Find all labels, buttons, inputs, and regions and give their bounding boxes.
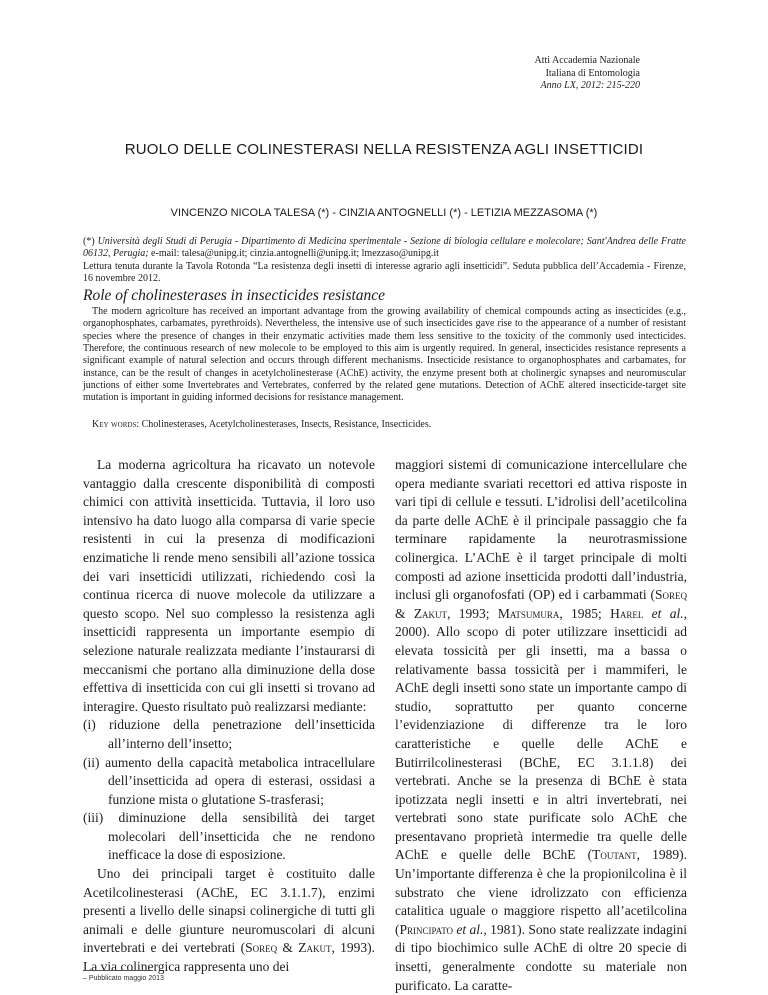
affiliation-institution: Università degli Studi di Perugia - Dipartimento di Medicina sperimentale - Sezione di biologia cellulare e molecolare; Sant'Andrea delle Fratte 06132, Perugia; <box>83 236 686 260</box>
affiliation <box>83 236 686 261</box>
intro-paragraph: La moderna agricoltura ha ricavato un notevole vantaggio dalla crescente disponibilità di composti chimici con attività insetticida. Tuttavia, il loro uso intensivo ha dato luogo alla comparsa di varie specie resistenti in cui la presenza di modificazioni enzimatiche li rende meno sensibili all’azione tossica dei vari insetticidi utilizzati, richiedendo così la continua ricerca di nuove molecole da utilizzare a questo scopo. Nel suo complesso la resistenza agli insetticidi rappresenta un importante esempio di selezione naturale realizzata mediante l’instaurarsi di meccanismi che portano alla diminuzione della dose effettiva di insetticida con cui gli insetti si trovano ad interagire. Questo risultato può realizzarsi mediante: <box>83 457 375 714</box>
mechanism-list-item: (ii) aumento della capacità metabolica intracellulare dell’insetticida ad opera di esterasi, ossidasi a funzione mista o glutatione S-trasferasi; <box>83 754 375 807</box>
continued-paragraph <box>395 456 687 995</box>
author-list: VINCENZO NICOLA TALESA (*) - CINZIA ANTOGNELLI (*) - LETIZIA MEZZASOMA (*) <box>170 207 598 219</box>
citation: Harel <box>610 605 644 621</box>
citation: Toutant <box>592 847 637 863</box>
body-text: , 1985; <box>559 605 611 621</box>
body-text: , 1989). Un’importante differenza è che la propionilcolina è il substrato che viene idrolizzato con efficienza catalitica uguale o maggiore rispetto all’acetilcolina ( <box>395 847 687 937</box>
publication-footnote: – Pubblicato maggio 2013 <box>83 975 164 982</box>
abstract-text: The modern agricolture has received an important advantage from the growing availability of chemical compounds acting as insecticides (e.g., organophosphates, carbamates, pyrethroids). Nevertheless, the intensive use of such insecticides gave rise to the appearance of a number of resistant species where the presence of changes in their enzymatic activities made them less sensitive to the toxicity of the commonly used intecticides. Therefore, the continuous research of new molecole to be employed to this aim is urgently required. In general, insecticides resistance represents a significant example of natural selection and occurs through different mechanisms. Insecticide resistance to organophosphates and carbamates, for instance, can be the result of changes in acetylcholinesterase (AChE) activity, the enzyme present both at cholinergic synapses and neuromuscular junctions of either some Invertebrates and Vertebrates, conferred by the related gene mutations. Detection of AChE altered insecticide-target site mutation is important in guiding informed decisions for resistance management. <box>83 306 686 404</box>
body-column-right <box>395 456 687 995</box>
citation: Principato <box>399 921 454 937</box>
citation-etal: et al. <box>453 921 484 937</box>
body-text: , 1993). La via colinergica rappresenta uno dei <box>83 940 375 975</box>
journal-header <box>440 55 640 93</box>
citation: Soreq & Zakut <box>245 940 332 956</box>
citation: Soreq & Zakut <box>395 587 687 621</box>
mechanism-list-item: (i) riduzione della penetrazione dell’insetticida all’interno dell’insetto; <box>83 717 375 751</box>
journal-name-line2: Italiana di Entomologia <box>545 67 640 79</box>
body-text: , 1981). Sono state realizzate indagini di tipo biochimico sulle AChE di oltre 20 specie di insetti, generalmente condotte su materiale non purificato. La caratte- <box>395 921 688 993</box>
target-paragraph <box>83 865 375 977</box>
body-text: , 1993; <box>447 605 498 621</box>
journal-name-line1: Atti Accademia Nazionale <box>534 55 640 66</box>
lecture-note: Lettura tenuta durante la Tavola Rotonda “La resistenza degli insetti di interesse agrario agli insetticidi”. Seduta pubblica dell’Accademia - Firenze, 16 novembre 2012. <box>83 260 686 285</box>
journal-volume-pages: Anno LX, 2012: 215-220 <box>540 80 640 91</box>
keywords <box>92 419 431 430</box>
mechanism-list-item: (iii) diminuzione della sensibilità dei target molecolari dell’insetticida che ne rendono inefficace la dose di esposizione. <box>83 810 375 863</box>
keywords-list: Cholinesterases, Acetylcholinesterases, Insects, Resistance, Insecticides. <box>139 419 432 430</box>
affiliation-marker: (*) <box>83 236 98 247</box>
body-text: maggiori sistemi di comunicazione intercellulare che opera mediante svariati recettori ed attiva risposte in vari tipi di cellule e tessuti. L’idrolisi dell’acetilcolina da parte delle AChE è il principale passaggio che fa terminare rapidamente la neurotrasmissione colinergica. L’AChE è il target principale di molti composti ad azione insetticida prodotti dall’industria, inclusi gli organofosfati (OP) ed i carbammati ( <box>395 457 687 603</box>
citation: Matsumura <box>497 605 560 621</box>
abstract-title: Role of cholinesterases in insecticides resistance <box>83 287 386 304</box>
affiliation-block <box>83 236 686 286</box>
paper-title: RUOLO DELLE COLINESTERASI NELLA RESISTENZA AGLI INSETTICIDI <box>124 141 644 158</box>
citation-etal: et al. <box>643 605 684 621</box>
body-text: Uno dei principali target è costituito dalle Acetilcolinesterasi (AChE, EC 3.1.1.7), enzimi presenti a livello delle sinapsi colinergiche di tutti gli animali e delle giunture neuromuscolari di alcuni invertebrati e dei vertebrati ( <box>83 866 375 956</box>
keywords-label: Key words: <box>92 419 140 430</box>
footnote-divider <box>83 970 153 971</box>
affiliation-emails: e-mail: talesa@unipg.it; cinzia.antognelli@unipg.it; lmezzaso@unipg.it <box>148 248 439 260</box>
body-text: , 2000). Allo scopo di poter utilizzare insetticidi ad elevata tossicità per gli insetti, ma a bassa o relativamente bassa tossicità per i mammiferi, le AChE degli insetti sono state un importante campo di studio, soprattutto per quanto concerne l’evidenziazione di differenze tra le loro caratteristiche e quelle delle AChE e Butirrilcolinesterasi (BChE, EC 3.1.1.8) dei vertebrati. Anche se la presenza di BChE è stata ipotizzata negli insetti e in altri invertebrati, nei vertebrati sono state purificate solo AChE che presentavano proprietà intermedie tra quelle delle AChE e quelle delle BChE ( <box>395 605 687 863</box>
body-column-left <box>83 456 375 977</box>
